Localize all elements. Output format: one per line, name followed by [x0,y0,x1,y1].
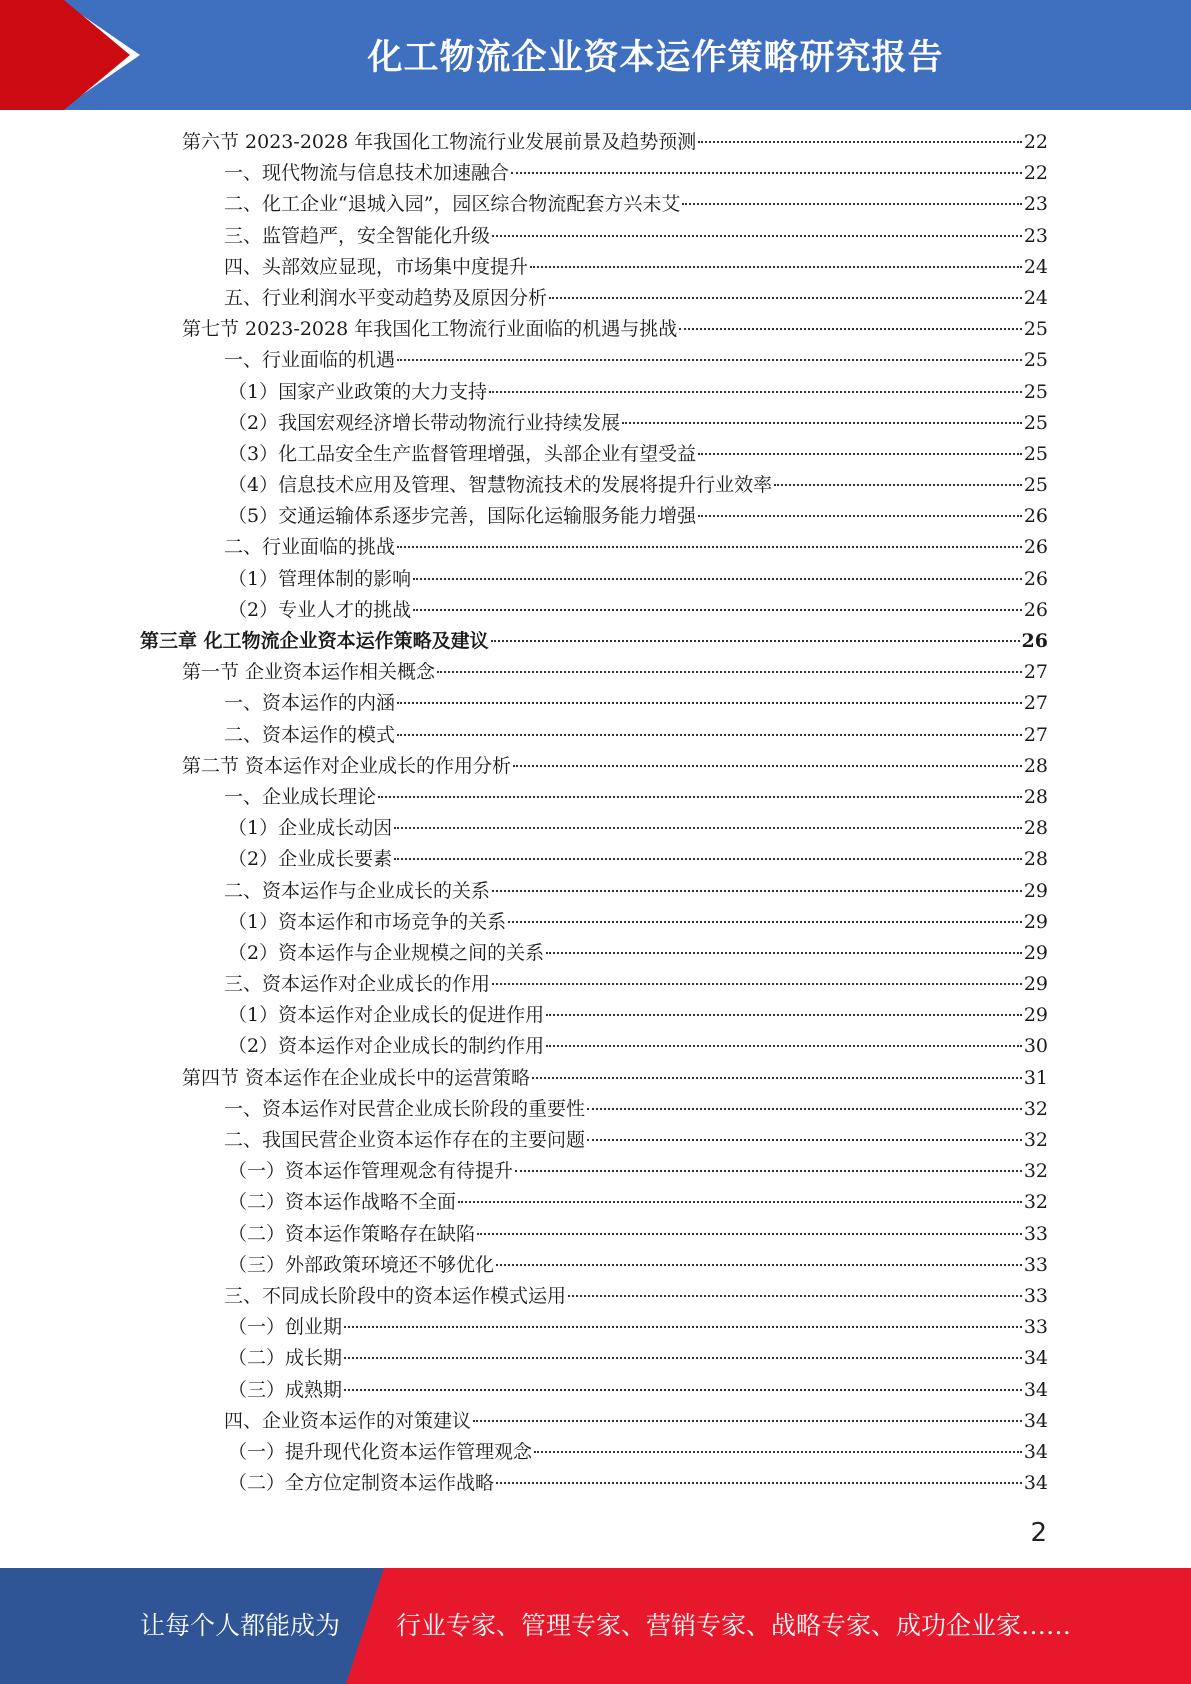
toc-entry-title: （二）资本运作策略存在缺陷 [228,1222,476,1245]
toc-entry[interactable] [140,564,1048,595]
toc-entry-title: （2）我国宏观经济增长带动物流行业持续发展 [228,411,621,434]
toc-entry[interactable] [140,345,1048,376]
toc-entry[interactable] [140,1187,1048,1218]
toc-dot-leader [774,483,1022,486]
toc-entry-page: 29 [1023,1004,1048,1027]
toc-entry-title: （2）企业成长要素 [228,848,393,871]
toc-entry[interactable] [140,938,1048,969]
toc-dot-leader [378,795,1022,798]
toc-entry-title: 一、资本运作的内涵 [224,692,396,715]
toc-entry-title: （二）全方位定制资本运作战略 [228,1472,495,1495]
toc-entry-title: 第七节 2023-2028 年我国化工物流行业面临的机遇与挑战 [182,318,678,341]
toc-entry[interactable] [140,1125,1048,1156]
toc-dot-leader [546,1044,1022,1047]
toc-entry-page: 32 [1023,1129,1048,1151]
toc-entry-title: 第一节 企业资本运作相关概念 [182,661,436,684]
toc-dot-leader [492,889,1022,892]
toc-entry-title: （5）交通运输体系逐步完善，国际化运输服务能力增强 [228,505,697,528]
toc-entry-title: 二、资本运作与企业成长的关系 [224,879,491,902]
toc-entry-page: 34 [1023,1440,1048,1463]
toc-entry[interactable] [140,408,1048,439]
toc-entry-page: 26 [1023,505,1048,528]
toc-entry[interactable] [140,1343,1048,1374]
footer-banner [0,1568,1191,1684]
toc-entry-title: （2）专业人才的挑战 [228,598,412,621]
toc-entry[interactable] [140,1281,1048,1312]
footer-slogan-left: 让每个人都能成为 [140,1611,341,1640]
toc-entry-page: 29 [1023,910,1048,933]
toc-dot-leader [622,421,1022,424]
toc-entry-title: （二）资本运作战略不全面 [228,1191,457,1214]
toc-entry-title: 四、企业资本运作的对策建议 [224,1409,472,1432]
toc-entry[interactable] [140,1375,1048,1406]
toc-entry-title: （一）创业期 [228,1316,343,1339]
toc-entry-title: 二、资本运作的模式 [224,723,396,746]
toc-dot-leader [491,639,1020,642]
toc-dot-leader [546,1013,1022,1016]
toc-dot-leader [587,1107,1022,1110]
toc-entry-title: 三、不同成长阶段中的资本运作模式运用 [224,1284,567,1307]
toc-entry-title: 二、化工企业“退城入园”，园区综合物流配套方兴未艾 [224,193,681,216]
toc-dot-leader [473,1419,1022,1422]
toc-entry-page: 28 [1023,817,1048,840]
toc-dot-leader [530,265,1022,268]
toc-dot-leader [413,608,1022,611]
toc-entry-page: 25 [1023,349,1048,372]
toc-entry-title: 三、资本运作对企业成长的作用 [224,973,491,996]
toc-entry[interactable] [140,751,1048,782]
toc-entry-page: 27 [1023,723,1048,746]
toc-dot-leader [397,701,1022,704]
toc-dot-leader [508,920,1022,923]
toc-entry-page: 25 [1023,318,1048,341]
toc-entry[interactable] [140,377,1048,408]
toc-dot-leader [413,577,1022,580]
toc-entry[interactable] [140,1406,1048,1437]
toc-entry-title: 四、头部效应显现，市场集中度提升 [224,255,529,278]
toc-dot-leader [546,951,1022,954]
toc-entry-title: 一、资本运作对民营企业成长阶段的重要性 [224,1097,586,1120]
toc-entry[interactable] [140,1156,1048,1187]
toc-entry-page: 33 [1023,1222,1048,1245]
toc-entry-title: （三）外部政策环境还不够优化 [228,1253,495,1276]
toc-entry-page: 32 [1023,1160,1048,1183]
toc-entry[interactable] [140,532,1048,563]
toc-entry-page: 29 [1023,941,1048,964]
toc-entry-page: 33 [1023,1316,1048,1339]
toc-entry-page: 25 [1023,474,1048,497]
toc-entry[interactable] [140,626,1048,657]
toc-entry[interactable] [140,127,1048,158]
toc-entry-title: （3）化工品安全生产监督管理增强，头部企业有望受益 [228,442,697,465]
toc-entry[interactable] [140,907,1048,938]
toc-entry[interactable] [140,189,1048,220]
toc-dot-leader [532,1076,1022,1079]
toc-dot-leader [549,296,1022,299]
toc-entry[interactable] [140,252,1048,283]
toc-entry-page: 23 [1023,224,1048,247]
toc-entry[interactable] [140,1063,1048,1094]
toc-entry-page: 23 [1023,193,1048,216]
toc-entry[interactable] [140,439,1048,470]
toc-entry-title: 三、监管趋严，安全智能化升级 [224,224,491,247]
toc-entry-page: 28 [1023,754,1048,777]
toc-entry[interactable] [140,158,1048,189]
toc-entry-title: 五、行业利润水平变动趋势及原因分析 [224,286,548,309]
toc-dot-leader [568,1294,1022,1297]
report-title: 化工物流企业资本运作策略研究报告 [367,38,944,78]
toc-dot-leader [515,1169,1022,1172]
toc-entry-page: 22 [1023,162,1048,185]
toc-dot-leader [344,1388,1022,1391]
toc-dot-leader [698,514,1022,517]
toc-entry[interactable] [140,1219,1048,1250]
toc-entry-page: 34 [1023,1347,1048,1370]
toc-entry-title: （2）资本运作与企业规模之间的关系 [228,941,545,964]
toc-entry-title: （一）提升现代化资本运作管理观念 [228,1440,533,1463]
toc-entry-page: 32 [1023,1097,1048,1120]
toc-entry-page: 25 [1023,380,1048,403]
toc-entry-title: 第二节 资本运作对企业成长的作用分析 [182,754,512,777]
toc-entry-page: 30 [1023,1035,1048,1058]
toc-entry-page: 34 [1023,1378,1048,1401]
toc-dot-leader [698,140,1022,143]
toc-entry[interactable] [140,314,1048,345]
page-number: 2 [1030,1518,1047,1548]
toc-entry-title: 第四节 资本运作在企业成长中的运营策略 [182,1066,531,1089]
toc-entry[interactable] [140,1312,1048,1343]
toc-entry-page: 27 [1023,692,1048,715]
toc-entry-title: （1）国家产业政策的大力支持 [228,380,488,403]
toc-dot-leader [394,857,1022,860]
toc-dot-leader [477,1232,1022,1235]
toc-entry[interactable] [140,657,1048,688]
toc-dot-leader [437,670,1022,673]
toc-dot-leader [587,1138,1022,1141]
toc-dot-leader [344,1356,1022,1359]
toc-dot-leader [397,545,1022,548]
toc-entry[interactable] [140,1250,1048,1281]
toc-entry-title: 二、我国民营企业资本运作存在的主要问题 [224,1129,586,1151]
toc-entry-page: 28 [1023,848,1048,871]
toc-dot-leader [492,982,1022,985]
toc-entry[interactable] [140,688,1048,719]
toc-entry-page: 27 [1023,661,1048,684]
toc-entry[interactable] [140,501,1048,532]
toc-entry-title: 一、企业成长理论 [224,785,377,808]
toc-entry-page: 24 [1023,286,1048,309]
header-banner [0,0,1191,110]
toc-entry-title: 第三章 化工物流企业资本运作策略及建议 [140,630,489,652]
toc-dot-leader [511,171,1022,174]
toc-entry[interactable] [140,595,1048,626]
toc-dot-leader [534,1450,1022,1453]
toc-entry-page: 34 [1023,1472,1048,1495]
toc-entry[interactable] [140,969,1048,1000]
toc-entry[interactable] [140,283,1048,314]
toc-entry[interactable] [140,1000,1048,1031]
toc-dot-leader [496,1481,1022,1484]
toc-entry-title: （三）成熟期 [228,1378,343,1401]
toc-entry-page: 29 [1023,879,1048,902]
toc-entry-page: 25 [1023,411,1048,434]
toc-entry-page: 33 [1023,1284,1048,1307]
toc-entry-title: （二）成长期 [228,1347,343,1370]
toc-entry-page: 26 [1023,598,1048,621]
toc-dot-leader [496,1263,1022,1266]
toc-entry-page: 22 [1023,131,1048,153]
header-arrow-decoration [0,0,160,110]
toc-entry-title: 第六节 2023-2028 年我国化工物流行业发展前景及趋势预测 [182,131,697,153]
toc-dot-leader [397,358,1022,361]
footer-slogan-right: 行业专家、管理专家、营销专家、战略专家、成功企业家…… [396,1611,1072,1640]
toc-entry[interactable] [140,470,1048,501]
toc-dot-leader [698,452,1022,455]
toc-entry-page: 26 [1023,567,1048,590]
toc-entry-title: （1）企业成长动因 [228,817,393,840]
toc-entry[interactable] [140,876,1048,907]
toc-entry-page: 29 [1023,973,1048,996]
toc-dot-leader [394,826,1022,829]
toc-entry-title: （一）资本运作管理观念有待提升 [228,1160,514,1183]
toc-entry-page: 26 [1023,536,1048,559]
toc-entry[interactable] [140,1094,1048,1125]
toc-entry-page: 33 [1023,1253,1048,1276]
toc-entry-page: 32 [1023,1191,1048,1214]
toc-entry-title: 二、行业面临的挑战 [224,536,396,559]
toc-entry-title: （1）资本运作对企业成长的促进作用 [228,1004,545,1027]
toc-entry[interactable] [140,813,1048,844]
toc-dot-leader [489,390,1022,393]
toc-entry[interactable] [140,720,1048,751]
toc-entry-page: 28 [1023,785,1048,808]
toc-entry-page: 26 [1021,630,1048,652]
toc-entry[interactable] [140,1468,1048,1499]
toc-entry-title: （2）资本运作对企业成长的制约作用 [228,1035,545,1058]
toc-entry-page: 25 [1023,442,1048,465]
toc-entry-page: 24 [1023,255,1048,278]
toc-entry-title: （1）管理体制的影响 [228,567,412,590]
toc-dot-leader [458,1200,1022,1203]
toc-dot-leader [513,764,1022,767]
toc-entry-title: 一、行业面临的机遇 [224,349,396,372]
toc-entry-page: 34 [1023,1409,1048,1432]
toc-dot-leader [397,733,1022,736]
table-of-contents [140,127,1048,1499]
toc-entry[interactable] [140,1437,1048,1468]
toc-entry-page: 31 [1023,1066,1048,1089]
toc-entry-title: （1）资本运作和市场竞争的关系 [228,910,507,933]
toc-entry[interactable] [140,782,1048,813]
toc-dot-leader [682,202,1021,205]
toc-dot-leader [344,1325,1022,1328]
toc-entry-title: （4）信息技术应用及管理、智慧物流技术的发展将提升行业效率 [228,474,773,497]
toc-dot-leader [679,327,1022,330]
toc-entry[interactable] [140,1031,1048,1062]
toc-entry[interactable] [140,221,1048,252]
toc-entry[interactable] [140,844,1048,875]
toc-entry-title: 一、现代物流与信息技术加速融合 [224,162,510,185]
toc-dot-leader [492,234,1022,237]
